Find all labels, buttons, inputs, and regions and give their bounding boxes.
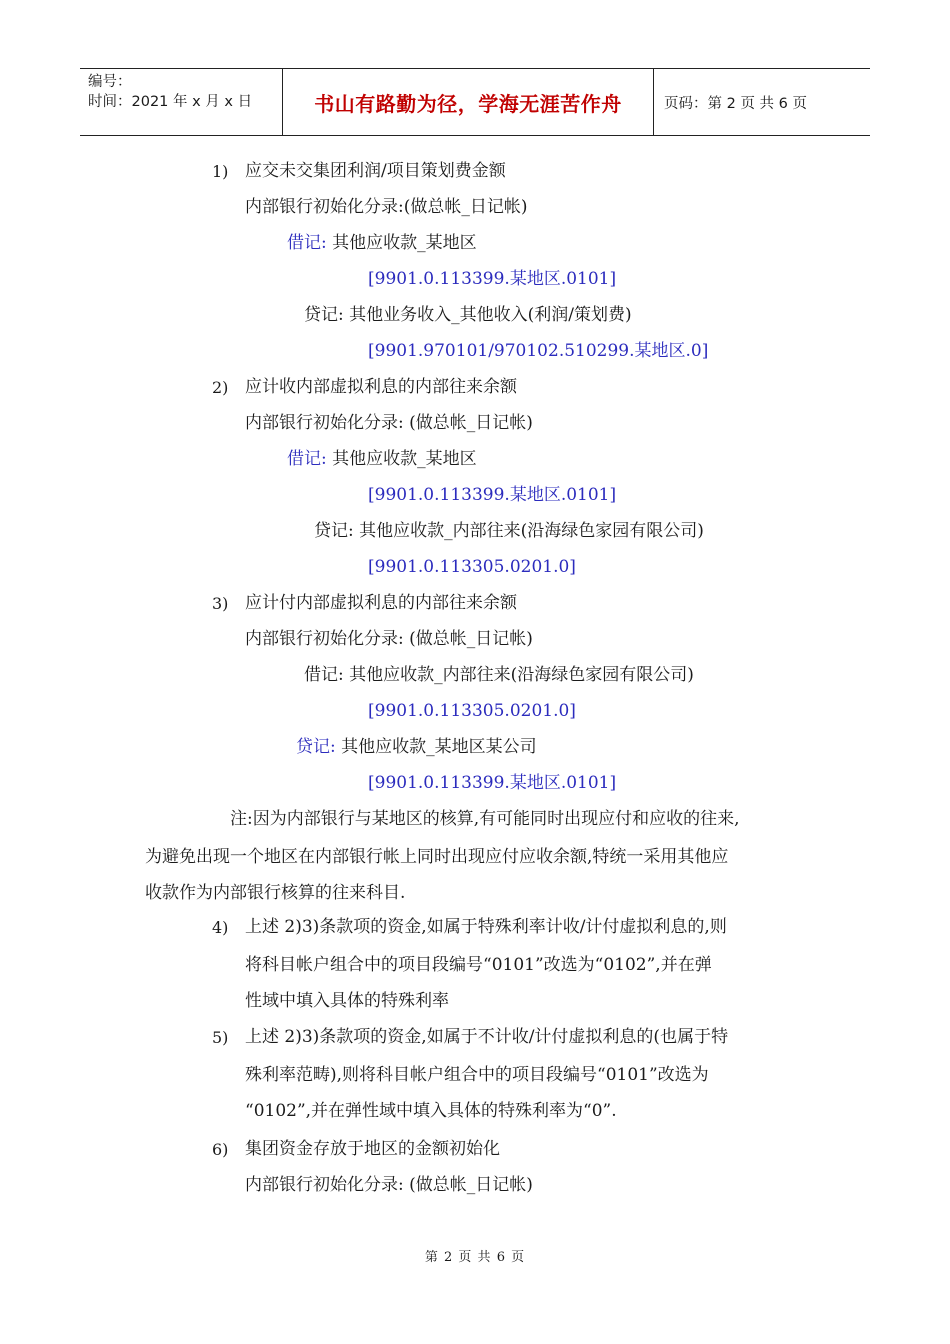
credit-account: 其他应收款_内部往来(沿海绿色家园有限公司) — [353, 521, 704, 541]
item-1-subtitle: 内部银行初始化分录:(做总帐_日记帐) — [245, 197, 528, 217]
item-4-line-3: 性域中填入具体的特殊利率 — [245, 991, 449, 1011]
note-line-1: 注:因为内部银行与某地区的核算,有可能同时出现应付和应收的往来, — [230, 809, 740, 829]
item-1-debit — [287, 232, 477, 254]
item-2-subtitle: 内部银行初始化分录: (做总帐_日记帐) — [245, 413, 533, 433]
debit-account: 其他应收款_内部往来(沿海绿色家园有限公司) — [343, 665, 694, 685]
debit-label: 借记: — [287, 233, 327, 253]
credit-label: 贷记: — [314, 521, 354, 541]
item-5-line-1: 上述 2)3)条款项的资金,如属于不计收/计付虚拟利息的(也属于特 — [245, 1027, 729, 1047]
item-4-line-1: 上述 2)3)条款项的资金,如属于特殊利率计收/计付虚拟利息的,则 — [245, 917, 727, 937]
item-3-number: 3) — [212, 594, 229, 613]
item-3-title: 应计付内部虚拟利息的内部往来余额 — [245, 593, 517, 613]
header-page-info: 页码：第 2 页 共 6 页 — [664, 95, 807, 112]
item-1-title: 应交未交集团利润/项目策划费金额 — [245, 161, 506, 181]
item-5-line-3: “0102”,并在弹性域中填入具体的特殊利率为“0”. — [245, 1101, 617, 1121]
item-3-debit-code: [9901.0.113305.0201.0] — [368, 701, 576, 721]
item-2-credit — [314, 520, 704, 542]
item-3-credit — [296, 736, 537, 758]
item-6-number: 6) — [212, 1140, 229, 1159]
item-1-credit — [304, 304, 632, 326]
debit-account: 其他应收款_某地区 — [326, 449, 477, 469]
item-6-subtitle: 内部银行初始化分录: (做总帐_日记帐) — [245, 1175, 533, 1195]
credit-account: 其他应收款_某地区某公司 — [335, 737, 537, 757]
item-1-debit-code: [9901.0.113399.某地区.0101] — [368, 269, 617, 289]
item-4-number: 4) — [212, 918, 229, 937]
item-1-credit-code: [9901.970101/970102.510299.某地区.0] — [368, 341, 709, 361]
item-1-number: 1) — [212, 162, 229, 181]
note-line-3: 收款作为内部银行核算的往来科目. — [145, 883, 406, 903]
item-3-debit — [304, 664, 694, 686]
debit-label: 借记: — [304, 665, 344, 685]
header-motto: 书山有路勤为径，学海无涯苦作舟 — [282, 69, 654, 135]
item-5-line-2: 殊利率范畴),则将科目帐户组合中的项目段编号“0101”改选为 — [245, 1065, 709, 1085]
item-2-debit-code: [9901.0.113399.某地区.0101] — [368, 485, 617, 505]
debit-account: 其他应收款_某地区 — [326, 233, 477, 253]
page-footer: 第 2 页 共 6 页 — [424, 1250, 526, 1265]
credit-account: 其他业务收入_其他收入(利润/策划费) — [343, 305, 632, 325]
debit-label: 借记: — [287, 449, 327, 469]
item-4-line-2: 将科目帐户组合中的项目段编号“0101”改选为“0102”,并在弹 — [245, 955, 712, 975]
item-2-credit-code: [9901.0.113305.0201.0] — [368, 557, 576, 577]
note-line-2: 为避免出现一个地区在内部银行帐上同时出现应付应收余额,特统一采用其他应 — [145, 847, 729, 867]
document-number-label: 编号： — [88, 74, 132, 90]
document-date: 时间：2021 年 x 月 x 日 — [88, 94, 253, 110]
item-2-title: 应计收内部虚拟利息的内部往来余额 — [245, 377, 517, 397]
header-meta — [80, 69, 282, 135]
document-header — [80, 68, 870, 136]
item-3-credit-code: [9901.0.113399.某地区.0101] — [368, 773, 617, 793]
item-2-number: 2) — [212, 378, 229, 397]
item-5-number: 5) — [212, 1028, 229, 1047]
item-6-title: 集团资金存放于地区的金额初始化 — [245, 1139, 500, 1159]
credit-label: 贷记: — [304, 305, 344, 325]
credit-label: 贷记: — [296, 737, 336, 757]
item-2-debit — [287, 448, 477, 470]
item-3-subtitle: 内部银行初始化分录: (做总帐_日记帐) — [245, 629, 533, 649]
